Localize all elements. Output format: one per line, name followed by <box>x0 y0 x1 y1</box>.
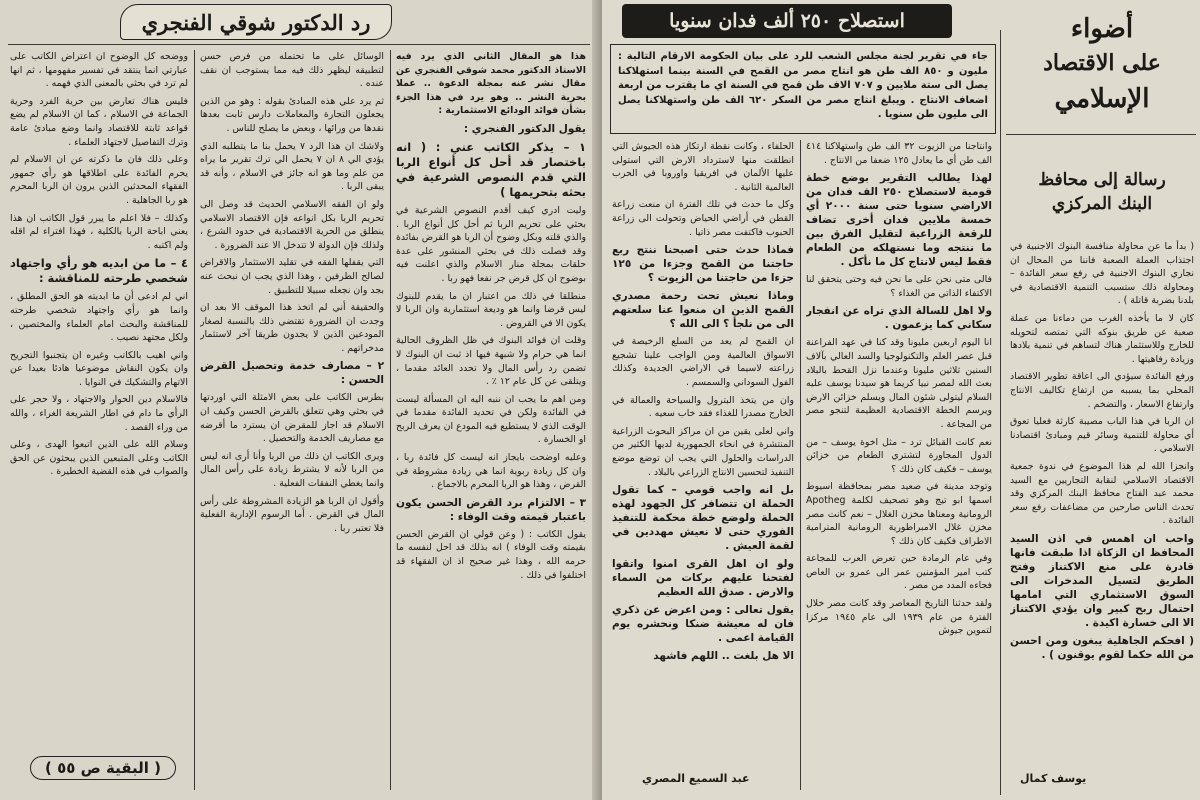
sidebar-subtitle <box>1012 168 1192 216</box>
paragraph: التي يقفلها الفقه في تقليد الاستثمار والاقراض لصالح الطرفين ، وهذا الذي يجب ان نبحث عنه بجد وان نجعله سبيلا للتطبيق . <box>200 257 384 296</box>
paragraph: وكذلك – فلا اعلم ما يبرر قول الكاتب ان هذا يعني اباحة الربا بالكلية ، فهذا افتراء لم اقله ولم اكتبه . <box>10 212 188 251</box>
paragraph: وعليه اوضحت بايجاز انه ليست كل فائدة ربا ، وان كل زيادة ربوية انما هي زيادة مشروطة في القرض ، وهذا هو الربا المحرم بالاجماع . <box>396 452 586 491</box>
sub-heading: ٤ – ما من ابديه هو رأي واجتهاد شخصي طرحته للمناقشة : <box>10 256 188 286</box>
paragraph: وأقول ان الربا هو الزيادة المشروطة على رأس المال في القرض . أما الرسوم الإدارية الفعلية فلا تعتبر ربا . <box>200 495 384 534</box>
sub-heading: ٢ – مصارف خدمة وتحصيل القرض الحسن : <box>200 360 384 387</box>
paragraph: اني لم ادعى أن ما ابديته هو الحق المطلق ، وانما هو رأي واجتهاد شخصي طرحته للمناقشة والبحث امام العلماء والمختصين ، ولكل مجتهد نصيب . <box>10 291 188 344</box>
paragraph: وان من يتخذ البترول والسياحة والعمالة في الخارج مصدرا للغذاء فقد خاب سعيه . <box>612 394 794 420</box>
paragraph: ويرى الكاتب ان ذلك من الربا وأنا أرى انه ليس من الربا لأنه لا يشترط زيادة على رأس المال وانما يغطي النفقات الفعلية . <box>200 450 384 490</box>
left-col-right <box>396 50 586 790</box>
paragraph: منطلقا في ذلك من اعتبار ان ما يقدم للبنوك ليس قرضا وانما هو وديعة استثمارية وان الربا لا يكون الا في القروض . <box>396 290 586 329</box>
paragraph: ( بدأ ما عن محاولة منافسة البنوك الاجنبية في اجتذاب العملة الصعبة فاننا من المحال ان نجاري البنوك الاجنبية في رفع سعر الفائدة – ومحاولة ذلك ستسبب التنمية الاقتصادية في بلدنا بضربة قاتلة ) . <box>1010 241 1194 307</box>
paragraph: وفي عام الرمادة حين تعرض العرب للمجاعة كتب امير المؤمنين عمر الى عمرو بن العاص فجاءه المدد من مصر . <box>806 553 992 592</box>
sub-heading: وماذا نعيش تحت رحمة مصدري القمح الذين ان منعوا عنا سلعتهم الى من نلجأ ؟ الى الله ؟ <box>612 290 794 331</box>
left-header-rule <box>8 44 590 45</box>
sub-heading: ( افحكم الجاهلية يبغون ومن احسن من الله حكما لقوم يوقنون ) . <box>1010 634 1194 661</box>
paragraph: والحقيقة أني لم اتخذ هذا الموقف الا بعد ان وجدت ان الضرورة تقتضي ذلك بالنسبة لصغار المودعين الذين لا يجدون طريقا آخر لاستثمار مدخراتهم . <box>200 302 384 354</box>
paragraph: ولقد حدثنا التاريخ المعاصر وقد كانت مصر خلال الفترة من عام ١٩٣٩ الى عام ١٩٤٥ مركزا لتموين جيوش <box>806 598 992 637</box>
paragraph: واني لعلى يقين من ان مراكز البحوث الزراعية المنتشرة في انحاء الجمهورية لديها الكثير من الدراسات والحلول التي يجب ان توضع موضع التنفيذ لتحسين الانتاج الزراعي بالبلاد . <box>612 425 794 478</box>
paragraph: انا اليوم اربعين مليونا وقد كنا في عهد الفراعنة قبل عصر العلم والتكنولوجيا والسد العالي بآلاف السنين ثلاثين مليونا وعندما نزل القحط بالبلاد بعث الله لمصر نبيا كريما هو سيدنا يوسف عليه السلام ليتولى شئون المال ويسلم خزائن الارض ويرسم الخطة الاقتصادية العظيمة لتنجو مصر من المجاعة . <box>806 337 992 430</box>
sub-heading: لهذا يطالب التقرير بوضع خطة قومية لاستصلاح ٢٥٠ الف فدان من الاراضي سنويا حتى سنة ٢٠٠٠ أي خمسة ملايين فدان أخرى تضاف للرقعة الزراعية لتقليل الفرق بين ما ننتجه وما نستهلكه من الطعام فقط ليس لانتاج كل ما نأكل . <box>806 172 992 269</box>
paragraph: ولاشك ان هذا الرد ٧ يحمل بنا ما يتطلبه الذي يؤدي الي ٨ ان ٧ يحمل الي ترك تقرير ما يراه من علم وما هو انه جائز في الاسلام ، وأنه قد يبقى الربا . <box>200 140 384 193</box>
paragraph: الوسائل على ما تحتمله من فرص حسن لتطبيقه ليظهر ذلك فيه مما يستوجب ان نقف عنده . <box>200 51 384 90</box>
sub-heading: ١ – يذكر الكاتب عني : ( انه باختصار قد أحل كل أنواع الربا التي قدم النصوص الشرعية في بحثه بتحريمها ) <box>396 139 586 199</box>
paragraph: وتوجد مدينة في صعيد مصر بمحافظة اسيوط اسمها ابو تيج وهو تصحيف لكلمة Apotheg الرومانية ومعناها مخزن الغلال – نعم كانت مصر مخزن غلال الامبراطورية الرومانية المترامية الاطراف فكيف كان ذلك ؟ <box>806 481 992 547</box>
paragraph: وانجزا الله لم هذا الموضوع في ندوة جمعية الاقتصاد الاسلامي لنقابة التجاريين مع السيد محمد عبد الفتاح محافظ البنك المركزي وقد تحدث الناس صارحين من مضاعفات رفع سعر الفائدة . <box>1010 460 1194 527</box>
column-rule <box>194 50 195 790</box>
left-headline-banner <box>120 4 392 40</box>
right-page <box>602 0 1200 800</box>
paragraph: كان لا ما يأخذه الغرب من دماءنا من عملة صعبة عن طريق بنوكه التي تمتصه لتحويله للخارج وللاستثمار هناك لتساهم في تنمية بلادها وزيادة رفاهيتها . <box>1010 312 1194 365</box>
sidebar-body <box>1010 240 1194 760</box>
right-headline-banner <box>622 4 952 38</box>
sidebar-rule-h <box>1006 134 1196 135</box>
paragraph: ووضحه كل الوضوح ان اعتراض الكاتب على عبارتي انما ينتقد في تفسير مفهومها ، ثم انها لم ترد في بحثي بالمعنى الذي فهمه . <box>10 51 188 90</box>
paragraph: ان الربا في هذا الباب مصيبة كارثة فعليا تعوق أي محاولة للتنمية وسائر قيم ومبادئ اقتصادنا الاسلامي . <box>1010 416 1194 455</box>
paragraph: وليت ادري كيف أقدم النصوص الشرعية في بحثي على تحريم الربا ثم أحل كل أنواع الربا . والذي قلته وبكل وضوح أن الربا هو القرض بفائدة وقد فصلت ذلك في بحثي المنشور على عدة حلقات بمجلة منار الاسلام والذي اعلنت فيه بوضوح ان كل قرض جر نفعا فهو ربا . <box>396 204 586 284</box>
left-col-left <box>10 50 188 750</box>
sidebar-subtitle-line-2: البنك المركزي <box>1051 194 1153 214</box>
sub-heading: يقول تعالى : ومن اعرض عن ذكري فان له معيشة ضنكا ونحشره يوم القيامة اعمى . <box>612 604 794 645</box>
left-headline: رد الدكتور شوقي الفنجري <box>141 9 371 35</box>
lead-paragraph: جاء في تقرير لجنة مجلس الشعب للرد على بيان الحكومة الارقام التالية : مليون و ٨٥٠ الف طن هو انتاج مصر من القمح في السنة بينما استهلاكنا يصل الى ستة ملايين و ٧٠٧ الاف طن قمح في السنة اي ما يقترب من اربعة اضعاف الانتاج . ويبلغ انتاج مصر من السكر ٦٢٠ الف طن واستهلاكنا يصل الى مليون طن سنويا . <box>618 51 988 120</box>
paragraph: فليس هناك تعارض بين حرية الفرد وحرية الجماعة في الاسلام ، كما ان الاسلام لم يضع قواعد ثابتة للاقتصاد وانما وضع مبادئ عامة وترك التفاصيل لاجتهاد العلماء . <box>10 95 188 148</box>
paragraph: ورفع الفائدة سيؤدي الى اعاقة تطوير الاقتصاد المحلي بما يسببه من ارتفاع تكاليف الانتاج وارتفاع الاسعار ، والتضخم . <box>1010 371 1194 410</box>
left-col-middle <box>200 50 384 790</box>
lead-text <box>618 50 988 130</box>
sub-heading: ولو ان اهل القرى امنوا واتقوا لفتحنا عليهم بركات من السماء والارض . صدق الله العظيم <box>612 558 794 599</box>
paragraph: فالاسلام دين الحوار والاجتهاد ، ولا حجر على الرأي ما دام في اطار الشريعة الغراء ، والله من وراء القصد . <box>10 394 188 433</box>
paragraph: وسلام الله على الذين اتبعوا الهدى ، وعلى الكاتب وعلى المتبعين الذين يبحثون عن الحق والصواب في هذه القضية الخطيرة . <box>10 439 188 478</box>
paragraph: ولو ان الفقه الاسلامي الحديث قد وصل الى تحريم الربا بكل انواعه فإن الاقتصاد الاسلامي ينطلق من الحرية الاقتصادية في حدود الشرع ، ولذلك فإن الدولة لا تتدخل الا عند الضرورة . <box>200 198 384 251</box>
byline-left: عبد السميع المصري <box>642 772 750 785</box>
closing-line: الا هل بلغت .. اللهم فاشهد <box>653 650 794 663</box>
paragraph: ان القمح لم يعد من السلع الرخيصة في الاسواق العالمية ومن الواجب علينا تشجيع زراعته لاسيما في الاراضي الجديدة وكذلك الفول السوداني والسمسم . <box>612 336 794 388</box>
paragraph: ومن اهم ما يجب ان ننبه اليه ان المسألة ليست في الفائدة ولكن في تحديد الفائدة مقدما في الوقت الذي لا يستطيع فيه المودع ان يعرف الربح او الخسارة . <box>396 393 586 446</box>
left-page <box>0 0 598 800</box>
sidebar-title-line-1: أضواء <box>1070 14 1134 44</box>
column-rule <box>800 140 801 790</box>
paragraph: وعلى ذلك فان ما ذكرته عن ان الاسلام لم يحرم الفائدة على اطلاقها هو رأي جمهور الفقهاء المحدثين الذين يرون ان الربا المحرم هو ربا الجاهلية . <box>10 154 188 206</box>
sidebar-title-line-3: الإسلامي <box>1054 84 1150 114</box>
continued-note: ( البقية ص ٥٥ ) <box>30 756 176 780</box>
right-headline: استصلاح ٢٥٠ ألف فدان سنويا <box>669 10 905 32</box>
paragraph: الحلفاء ، وكانت نقطة ارتكاز هذه الجيوش التي انطلقت منها لاسترداد الارض التي استولى عليها الألمان في افريقيا واوروبا في الحرب العالمية الثانية . <box>612 141 794 193</box>
sidebar-title <box>1012 12 1192 118</box>
byline-sidebar: يوسف كمال <box>1020 772 1087 785</box>
sub-heading: واحب ان اهمس في اذن السيد المحافظ ان الزكاة اذا طبقت فانها قادرة على منع الاكتناز وفتح الطريق لتسيل المدخرات الى السوق الاستثماري التي امامها احتمال ربح كبير وان يؤدي الاكتناز الا الى خسارة اكيدة . <box>1010 532 1194 629</box>
paragraph: نعم كانت القبائل ترد – مثل اخوة يوسف – من الدول المجاورة لتشتري الطعام من خزائن يوسف – فكيف كان ذلك ؟ <box>806 436 992 475</box>
sidebar-rule <box>1000 30 1001 795</box>
paragraph: بطرس الكاتب على بعض الامثلة التي اوردتها في بحثي وهي تتعلق بالقرض الحسن وكيف ان الاسلام قد اجاز للمقرض ان يسترد ما أقرضه مع مصاريف الخدمة والتحصيل . <box>200 392 384 445</box>
paragraph: واني اهيب بالكاتب وغيره ان يتجنبوا التجريح وان يكون النقاش موضوعيا هادئا بعيدا عن الاتهام والتشكيك في النوايا . <box>10 349 188 388</box>
paragraph: يقول الكاتب : ( وعن قولي ان القرض الحسن بقيمته وقت الوفاء ) انه بذلك قد احل لنفسه ما حرمه الله ، وهذا غير صحيح اذ ان الفقهاء قد اختلفوا في ذلك . <box>396 528 586 581</box>
right-col-left <box>612 140 794 760</box>
sidebar-subtitle-line-1: رسالة إلى محافظ <box>1038 170 1166 190</box>
paragraph: وكل ما حدث في تلك الفترة ان منعت زراعة القطن في أراضي الحياض وتحولت الى زراعة الحبوب فاكتفت مصر ذاتيا . <box>612 199 794 238</box>
paragraph: ثم يرد علي هذه المبادئ بقوله : وهو من الذين يجعلون التجارة والمعاملات دارس ثابت بعدها نقدها من ورائها ، وبعض ما يصلح للناس . <box>200 95 384 134</box>
sub-heading: بل انه واجب قومي – كما تقول الحملة ان تتضافر كل الجهود لهذه الحملة ولوضع خطة محكمة للتنفيذ الفوري حتى لا نعيش مهددين في لقمة العيش . <box>612 484 794 553</box>
sub-heading: يقول الدكتور الفنجري : <box>463 122 586 135</box>
right-col-right <box>806 140 992 790</box>
paragraph: وانتاجنا من الزيوت ٣٢ الف طن واستهلاكنا ٤١٤ الف طن أي ما يعادل ١٢٥ ضعفا من الانتاج . <box>806 141 992 166</box>
sidebar-title-line-2: على الاقتصاد <box>1043 50 1161 76</box>
paragraph: فالى متى نحن على ما نحن فيه وحتى يتحقق لنا الاكتفاء الذاتي من الغذاء ؟ <box>806 274 992 299</box>
sub-heading: ولا اهل للسالة الذي تراه عن انفجار سكاني كما يزعمون . <box>806 305 992 332</box>
paragraph: وقلت ان فوائد البنوك في ظل الظروف الحالية انما هي حرام ولا شبهة فيها اذ ثبت ان البنوك لا تضمن رد رأس المال ولا تحدد العائد مقدما ، ويتلقى عن كل عام ١٢ ٪ . <box>396 335 586 388</box>
sub-heading: ٣ – الالتزام برد القرض الحسن يكون باعتبار قيمته وقت الوفاء : <box>396 496 586 523</box>
sub-heading: فماذا حدث حتى اصبحنا ننتج ربع حاجتنا من القمح وجزءا من ١٢٥ جزءا من حاجتنا من الزيوت ؟ <box>612 244 794 285</box>
column-rule <box>390 50 391 790</box>
paragraph: هذا هو المقال الثاني الذي يرد فيه الاستاذ الدكتور محمد شوقي الفنجري عن مقال نشر عنه بمجلة الدعوة .. عملا بحرية النشر .. وهو يرد في هذا الجزء بشأن فوائد الودائع الاستثمارية : <box>396 51 586 117</box>
